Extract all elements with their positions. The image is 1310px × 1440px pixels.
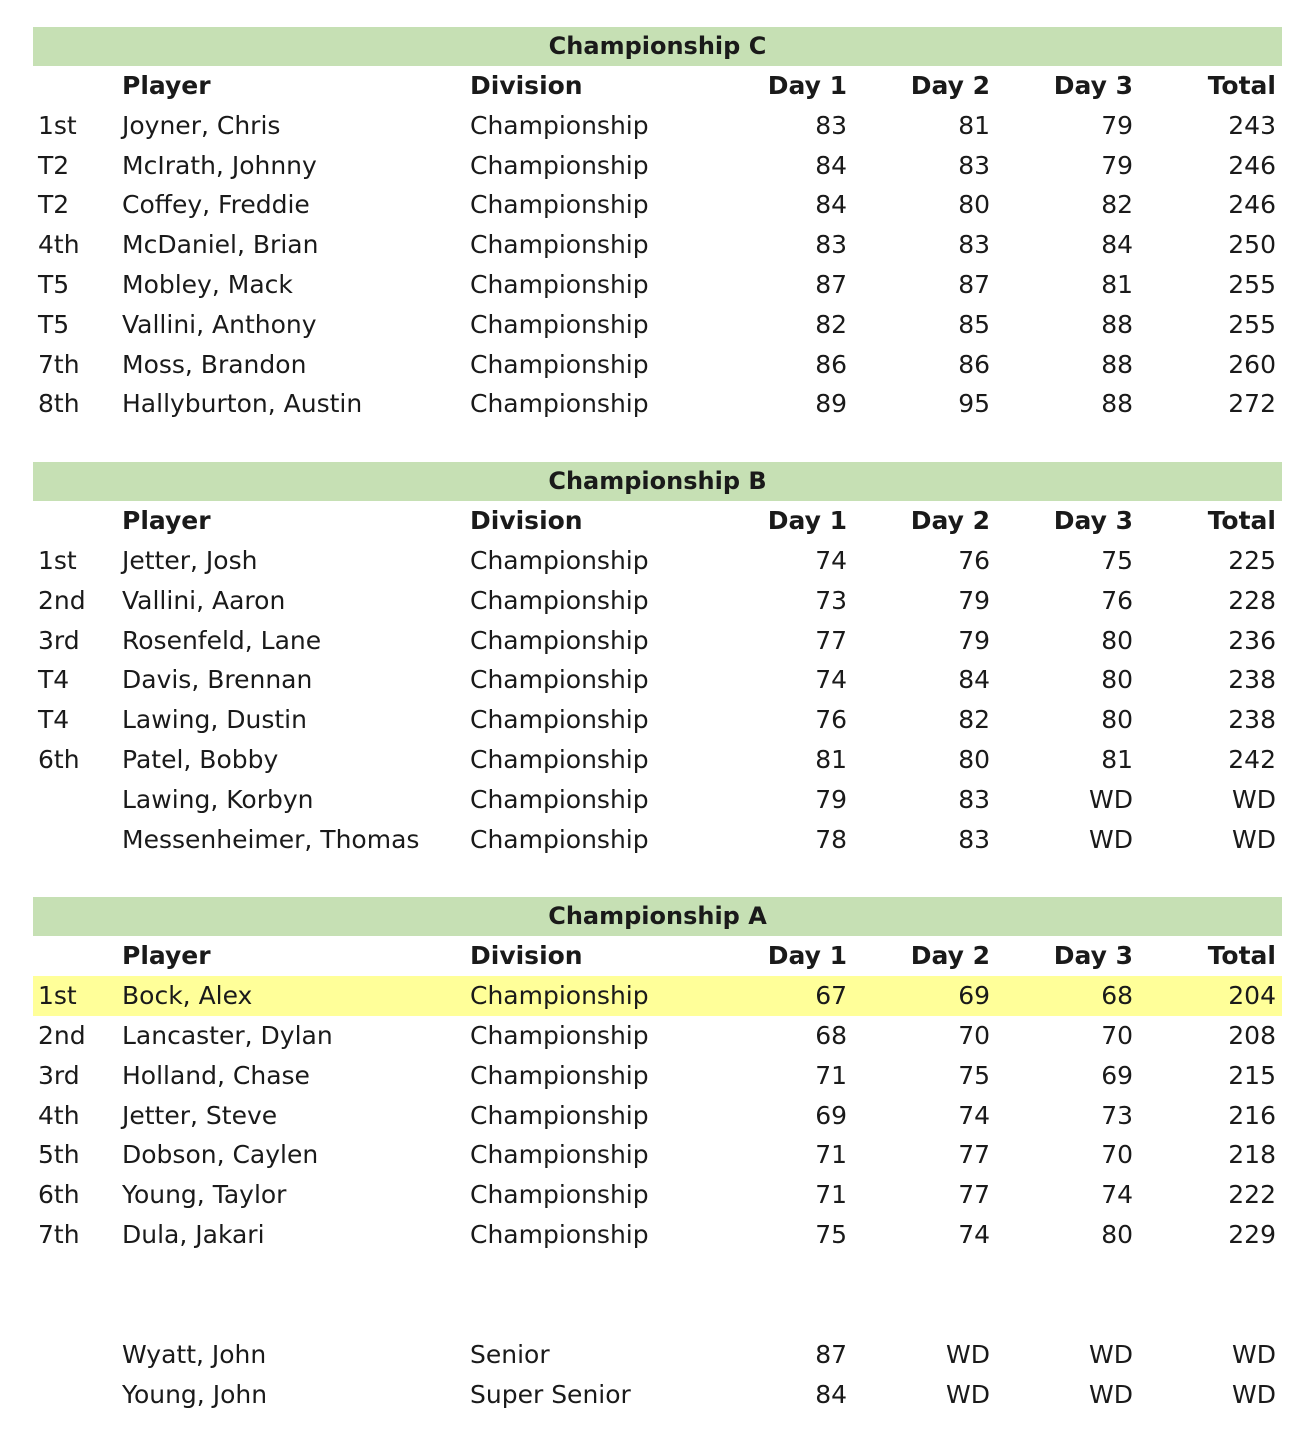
- section-spacer: [33, 1255, 1282, 1335]
- division-cell: Championship: [470, 1100, 649, 1130]
- division-cell: Championship: [470, 110, 649, 140]
- day3-cell: 70: [1101, 1020, 1133, 1050]
- day1-cell: 84: [815, 1379, 847, 1409]
- header-day1: Day 1: [767, 941, 847, 971]
- day1-cell: 89: [815, 389, 847, 419]
- division-cell: Championship: [470, 150, 649, 180]
- total-cell: 272: [1228, 389, 1276, 419]
- table-row: [33, 780, 1282, 820]
- division-cell: Championship: [470, 744, 649, 774]
- section-title: Championship A: [33, 897, 1282, 936]
- division-cell: Championship: [470, 665, 649, 695]
- day3-cell: 82: [1101, 190, 1133, 220]
- division-cell: Championship: [470, 190, 649, 220]
- division-cell: Super Senior: [470, 1379, 631, 1409]
- day2-cell: 74: [958, 1100, 990, 1130]
- day2-cell: 79: [958, 625, 990, 655]
- section-title: Championship B: [33, 462, 1282, 501]
- player-cell: Joyner, Chris: [122, 110, 281, 140]
- day1-cell: 83: [815, 230, 847, 260]
- day1-cell: 83: [815, 110, 847, 140]
- day3-cell: WD: [1089, 784, 1133, 814]
- division-cell: Championship: [470, 585, 649, 615]
- header-total: Total: [1207, 506, 1276, 536]
- division-cell: Championship: [470, 389, 649, 419]
- table-row: [33, 700, 1282, 740]
- total-cell: 216: [1228, 1100, 1276, 1130]
- header-division: Division: [470, 941, 583, 971]
- header-day3: Day 3: [1053, 71, 1133, 100]
- day2-cell: 83: [958, 230, 990, 260]
- division-cell: Championship: [470, 269, 649, 299]
- table-row: [33, 820, 1282, 860]
- rank-cell: 7th: [38, 349, 80, 379]
- day3-cell: WD: [1089, 824, 1133, 854]
- day2-cell: 82: [958, 705, 990, 735]
- header-day3: Day 3: [1053, 506, 1133, 536]
- day2-cell: 83: [958, 150, 990, 180]
- total-cell: 228: [1228, 585, 1276, 615]
- player-cell: Dobson, Caylen: [122, 1140, 319, 1170]
- player-cell: Davis, Brennan: [122, 665, 313, 695]
- day1-cell: 74: [815, 545, 847, 575]
- total-cell: 208: [1228, 1020, 1276, 1050]
- rank-cell: [38, 1375, 118, 1415]
- day3-cell: 76: [1101, 585, 1133, 615]
- division-cell: Championship: [470, 784, 649, 814]
- day2-cell: 79: [958, 585, 990, 615]
- division-cell: Championship: [470, 309, 649, 339]
- player-cell: Wyatt, John: [122, 1339, 267, 1369]
- rank-cell: T4: [38, 665, 70, 695]
- day1-cell: 84: [815, 150, 847, 180]
- header-player: Player: [122, 506, 211, 536]
- player-cell: Vallini, Aaron: [122, 585, 286, 615]
- section-title: Championship C: [33, 27, 1282, 66]
- day3-cell: 88: [1101, 309, 1133, 339]
- day3-cell: 69: [1101, 1060, 1133, 1090]
- rank-cell: 4th: [38, 230, 80, 260]
- day2-cell: 76: [958, 545, 990, 575]
- total-cell: 242: [1228, 744, 1276, 774]
- day1-cell: 87: [815, 269, 847, 299]
- rank-cell: 2nd: [38, 585, 86, 615]
- total-cell: 222: [1228, 1180, 1276, 1210]
- player-cell: McIrath, Johnny: [122, 150, 317, 180]
- total-cell: 238: [1228, 705, 1276, 735]
- player-cell: McDaniel, Brian: [122, 230, 319, 260]
- day3-cell: 88: [1101, 349, 1133, 379]
- header-day1: Day 1: [767, 71, 847, 100]
- division-cell: Championship: [470, 349, 649, 379]
- rank-cell: [38, 820, 118, 860]
- division-cell: Championship: [470, 824, 649, 854]
- day3-cell: 73: [1101, 1100, 1133, 1130]
- header-total: Total: [1207, 941, 1276, 971]
- section-championship-a: [33, 897, 1282, 1254]
- section-championship-b: [33, 462, 1282, 859]
- player-cell: Patel, Bobby: [122, 744, 279, 774]
- day1-cell: 76: [815, 705, 847, 735]
- header-division: Division: [470, 71, 583, 100]
- winner-row: [33, 976, 1282, 1016]
- day2-cell: 74: [958, 1219, 990, 1249]
- player-cell: Lawing, Dustin: [122, 705, 307, 735]
- total-cell: 246: [1228, 190, 1276, 220]
- day1-cell: 73: [815, 585, 847, 615]
- table-row: [33, 660, 1282, 700]
- total-cell: 229: [1228, 1219, 1276, 1249]
- division-cell: Championship: [470, 705, 649, 735]
- header-day2: Day 2: [910, 506, 990, 536]
- day1-cell: 78: [815, 824, 847, 854]
- header-day1: Day 1: [767, 506, 847, 536]
- day3-cell: 74: [1101, 1180, 1133, 1210]
- rank-cell: 8th: [38, 389, 80, 419]
- total-cell: 246: [1228, 150, 1276, 180]
- total-cell: WD: [1232, 784, 1276, 814]
- header-day2: Day 2: [910, 71, 990, 100]
- day2-cell: 70: [958, 1020, 990, 1050]
- day1-cell: 71: [815, 1180, 847, 1210]
- rank-cell: T2: [38, 190, 70, 220]
- table-row: [33, 1096, 1282, 1136]
- rank-cell: T5: [38, 269, 70, 299]
- day1-cell: 74: [815, 665, 847, 695]
- division-cell: Championship: [470, 1140, 649, 1170]
- total-cell: 250: [1228, 230, 1276, 260]
- header-day2: Day 2: [910, 941, 990, 971]
- day3-cell: 70: [1101, 1140, 1133, 1170]
- day1-cell: 67: [815, 981, 847, 1011]
- division-cell: Championship: [470, 625, 649, 655]
- table-row: [33, 581, 1282, 621]
- day3-cell: 80: [1101, 665, 1133, 695]
- total-cell: 225: [1228, 545, 1276, 575]
- total-cell: 255: [1228, 309, 1276, 339]
- player-cell: Jetter, Steve: [122, 1100, 278, 1130]
- day2-cell: 77: [958, 1140, 990, 1170]
- division-cell: Championship: [470, 230, 649, 260]
- column-header-row: [33, 936, 1282, 976]
- player-cell: Jetter, Josh: [122, 545, 258, 575]
- column-header-row: [33, 66, 1282, 106]
- rank-cell: [38, 780, 118, 820]
- division-cell: Senior: [470, 1339, 550, 1369]
- table-row: [33, 621, 1282, 661]
- table-row: [33, 1016, 1282, 1056]
- rank-cell: 6th: [38, 1180, 80, 1210]
- rank-cell: 3rd: [38, 625, 80, 655]
- rank-cell: T5: [38, 309, 70, 339]
- rank-cell: 1st: [38, 981, 77, 1011]
- day1-cell: 75: [815, 1219, 847, 1249]
- day1-cell: 77: [815, 625, 847, 655]
- day1-cell: 84: [815, 190, 847, 220]
- day2-cell: 95: [958, 389, 990, 419]
- day2-cell: 85: [958, 309, 990, 339]
- table-row: [33, 541, 1282, 581]
- header-total: Total: [1207, 71, 1276, 100]
- day2-cell: 86: [958, 349, 990, 379]
- table-row: [33, 1135, 1282, 1175]
- day2-cell: 87: [958, 269, 990, 299]
- table-row: [33, 265, 1282, 305]
- day3-cell: 68: [1101, 981, 1133, 1011]
- total-cell: WD: [1232, 1379, 1276, 1409]
- rank-cell: 7th: [38, 1219, 80, 1249]
- total-cell: WD: [1232, 824, 1276, 854]
- player-cell: Mobley, Mack: [122, 269, 293, 299]
- table-row: [33, 1335, 1282, 1375]
- rank-cell: 4th: [38, 1100, 80, 1130]
- table-row: [33, 185, 1282, 225]
- header-day3: Day 3: [1053, 941, 1133, 971]
- day2-cell: WD: [946, 1339, 990, 1369]
- header-division: Division: [470, 506, 583, 536]
- day3-cell: WD: [1089, 1379, 1133, 1409]
- section-spacer: [33, 424, 1282, 462]
- day2-cell: 77: [958, 1180, 990, 1210]
- player-cell: Messenheimer, Thomas: [122, 824, 420, 854]
- player-cell: Young, Taylor: [122, 1180, 287, 1210]
- table-row: [33, 384, 1282, 424]
- total-cell: 238: [1228, 665, 1276, 695]
- day1-cell: 86: [815, 349, 847, 379]
- day2-cell: 83: [958, 784, 990, 814]
- day1-cell: 82: [815, 309, 847, 339]
- day2-cell: 84: [958, 665, 990, 695]
- section-other-divisions: [33, 1335, 1282, 1415]
- division-cell: Championship: [470, 981, 649, 1011]
- rank-cell: T2: [38, 150, 70, 180]
- table-row: [33, 225, 1282, 265]
- total-cell: 204: [1228, 981, 1276, 1011]
- day1-cell: 68: [815, 1020, 847, 1050]
- day1-cell: 87: [815, 1339, 847, 1369]
- rank-cell: [38, 1335, 118, 1375]
- player-cell: Lancaster, Dylan: [122, 1020, 333, 1050]
- table-row: [33, 146, 1282, 186]
- rank-cell: 1st: [38, 545, 77, 575]
- player-cell: Coffey, Freddie: [122, 190, 310, 220]
- division-cell: Championship: [470, 1020, 649, 1050]
- day1-cell: 69: [815, 1100, 847, 1130]
- day3-cell: 79: [1101, 110, 1133, 140]
- rank-cell: 3rd: [38, 1060, 80, 1090]
- total-cell: WD: [1232, 1339, 1276, 1369]
- day3-cell: 80: [1101, 1219, 1133, 1249]
- day1-cell: 71: [815, 1140, 847, 1170]
- division-cell: Championship: [470, 1180, 649, 1210]
- rank-cell: 6th: [38, 744, 80, 774]
- total-cell: 260: [1228, 349, 1276, 379]
- day2-cell: 80: [958, 190, 990, 220]
- division-cell: Championship: [470, 1060, 649, 1090]
- total-cell: 236: [1228, 625, 1276, 655]
- table-row: [33, 740, 1282, 780]
- table-row: [33, 1375, 1282, 1415]
- table-row: [33, 345, 1282, 385]
- day3-cell: 81: [1101, 269, 1133, 299]
- player-cell: Lawing, Korbyn: [122, 784, 314, 814]
- day3-cell: 84: [1101, 230, 1133, 260]
- total-cell: 255: [1228, 269, 1276, 299]
- column-header-row: [33, 501, 1282, 541]
- day2-cell: 83: [958, 824, 990, 854]
- player-cell: Moss, Brandon: [122, 349, 307, 379]
- results-sheet: [33, 27, 1282, 1414]
- table-row: [33, 1175, 1282, 1215]
- total-cell: 215: [1228, 1060, 1276, 1090]
- player-cell: Dula, Jakari: [122, 1219, 265, 1249]
- section-spacer: [33, 859, 1282, 897]
- section-championship-c: [33, 27, 1282, 424]
- table-row: [33, 1215, 1282, 1255]
- day1-cell: 81: [815, 744, 847, 774]
- day1-cell: 79: [815, 784, 847, 814]
- division-cell: Championship: [470, 1219, 649, 1249]
- day3-cell: 80: [1101, 705, 1133, 735]
- day3-cell: 88: [1101, 389, 1133, 419]
- day3-cell: 80: [1101, 625, 1133, 655]
- day2-cell: 81: [958, 110, 990, 140]
- player-cell: Bock, Alex: [122, 981, 253, 1011]
- player-cell: Vallini, Anthony: [122, 309, 317, 339]
- player-cell: Holland, Chase: [122, 1060, 310, 1090]
- player-cell: Rosenfeld, Lane: [122, 625, 322, 655]
- day2-cell: 80: [958, 744, 990, 774]
- rank-cell: 5th: [38, 1140, 80, 1170]
- day2-cell: WD: [946, 1379, 990, 1409]
- day3-cell: WD: [1089, 1339, 1133, 1369]
- player-cell: Hallyburton, Austin: [122, 389, 363, 419]
- table-row: [33, 106, 1282, 146]
- rank-cell: 2nd: [38, 1020, 86, 1050]
- rank-cell: 1st: [38, 110, 77, 140]
- rank-cell: T4: [38, 705, 70, 735]
- total-cell: 218: [1228, 1140, 1276, 1170]
- total-cell: 243: [1228, 110, 1276, 140]
- day3-cell: 81: [1101, 744, 1133, 774]
- table-row: [33, 305, 1282, 345]
- division-cell: Championship: [470, 545, 649, 575]
- header-player: Player: [122, 71, 211, 100]
- day1-cell: 71: [815, 1060, 847, 1090]
- header-player: Player: [122, 941, 211, 971]
- day2-cell: 75: [958, 1060, 990, 1090]
- day2-cell: 69: [958, 981, 990, 1011]
- day3-cell: 75: [1101, 545, 1133, 575]
- table-row: [33, 1056, 1282, 1096]
- player-cell: Young, John: [122, 1379, 268, 1409]
- day3-cell: 79: [1101, 150, 1133, 180]
